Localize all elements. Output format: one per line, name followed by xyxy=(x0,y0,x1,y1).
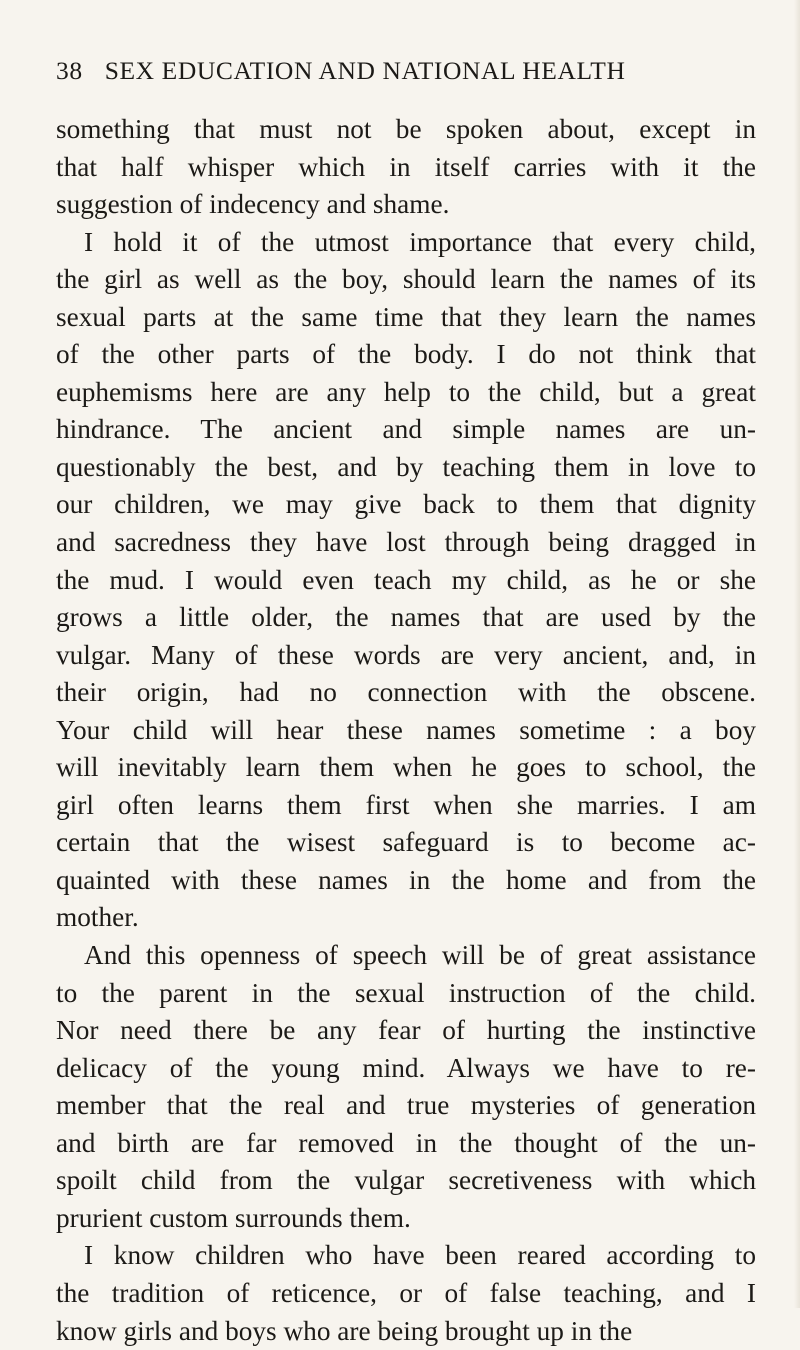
text-line: I hold it of the utmost importance that every child, xyxy=(56,224,756,262)
paragraph xyxy=(56,111,756,224)
text-line: Your child will hear these names sometime : a boy xyxy=(56,712,756,750)
text-line: their origin, had no connection with the obscene. xyxy=(56,674,756,712)
text-line: and sacredness they have lost through being dragged in xyxy=(56,524,756,562)
text-line: I know children who have been reared according to xyxy=(56,1237,756,1275)
text-line: girl often learns them first when she marries. I am xyxy=(56,787,756,825)
text-line: of the other parts of the body. I do not think that xyxy=(56,336,756,374)
text-line: vulgar. Many of these words are very ancient, and, in xyxy=(56,637,756,675)
paragraph xyxy=(56,1237,756,1350)
page-number: 38 xyxy=(56,56,83,85)
text-line: will inevitably learn them when he goes to school, the xyxy=(56,749,756,787)
text-line: spoilt child from the vulgar secretiveness with which xyxy=(56,1162,756,1200)
text-line: our children, we may give back to them that dignity xyxy=(56,486,756,524)
text-line: to the parent in the sexual instruction of the child. xyxy=(56,975,756,1013)
text-line: euphemisms here are any help to the child, but a great xyxy=(56,374,756,412)
text-line: and birth are far removed in the thought of the un- xyxy=(56,1125,756,1163)
text-line: And this openness of speech will be of great assistance xyxy=(56,937,756,975)
text-line: sexual parts at the same time that they learn the names xyxy=(56,299,756,337)
text-line: grows a little older, the names that are used by the xyxy=(56,599,756,637)
running-title: SEX EDUCATION AND NATIONAL HEALTH xyxy=(105,56,626,85)
text-line: know girls and boys who are being brought up in the xyxy=(56,1313,756,1350)
paragraph xyxy=(56,224,756,937)
text-line: certain that the wisest safeguard is to become ac- xyxy=(56,824,756,862)
text-line: prurient custom surrounds them. xyxy=(56,1200,756,1238)
body-text xyxy=(56,111,756,1350)
text-line: mother. xyxy=(56,899,756,937)
paragraph xyxy=(56,937,756,1237)
text-line: the tradition of reticence, or of false teaching, and I xyxy=(56,1275,756,1313)
text-line: delicacy of the young mind. Always we have to re- xyxy=(56,1050,756,1088)
text-line: that half whisper which in itself carries with it the xyxy=(56,149,756,187)
text-line: suggestion of indecency and shame. xyxy=(56,186,756,224)
text-line: hindrance. The ancient and simple names are un- xyxy=(56,411,756,449)
text-line: questionably the best, and by teaching them in love to xyxy=(56,449,756,487)
text-line: Nor need there be any fear of hurting the instinctive xyxy=(56,1012,756,1050)
text-line: the mud. I would even teach my child, as he or she xyxy=(56,562,756,600)
text-line: quainted with these names in the home and from the xyxy=(56,862,756,900)
text-line: something that must not be spoken about, except in xyxy=(56,111,756,149)
text-line: the girl as well as the boy, should learn the names of its xyxy=(56,261,756,299)
text-line: member that the real and true mysteries of generation xyxy=(56,1087,756,1125)
page-edge-shadow xyxy=(794,0,800,1308)
running-head xyxy=(56,58,756,84)
